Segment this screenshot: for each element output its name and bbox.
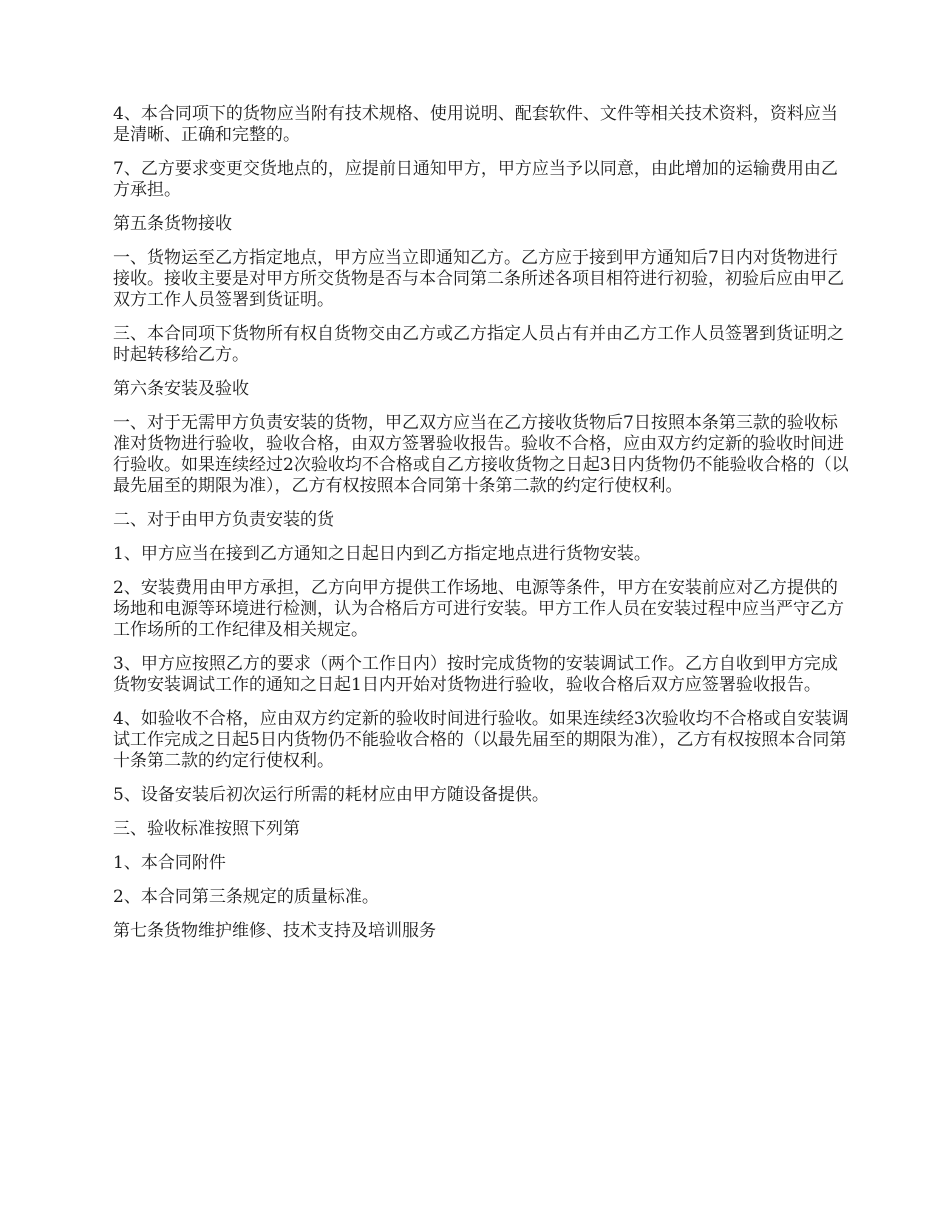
article-5-item-1: 一、货物运至乙方指定地点，甲方应当立即通知乙方。乙方应于接到甲方通知后7日内对货物进行接收。接收主要是对甲方所交货物是否与本合同第二条所述各项目相符进行初验，初验后应由甲乙双方工作人员签署到货证明。 [113,248,844,310]
article-6-item-3-sub-2: 2、本合同第三条规定的质量标准。 [113,887,379,907]
clause-4-technical-documents: 4、本合同项下的货物应当附有技术规格、使用说明、配套软件、文件等相关技术资料，资料应当是清晰、正确和完整的。 [113,104,838,145]
article-6-item-1: 一、对于无需甲方负责安装的货物，甲乙双方应当在乙方接收货物后7日按照本条第三款的验收标准对货物进行验收，验收合格，由双方签署验收报告。验收不合格，应由双方约定新的验收时间进行验收。如果连续经过2次验收均不合格或自乙方接收货物之日起3日内货物仍不能验收合格的（以最先届至的期限为准），乙方有权按照本合同第十条第二款的约定行使权利。 [113,413,849,496]
article-6-item-3-sub-1: 1、本合同附件 [113,853,226,873]
article-6-heading: 第六条安装及验收 [113,379,249,399]
article-6-item-2: 二、对于由甲方负责安装的货 [113,510,334,530]
article-6-item-2-sub-3: 3、甲方应按照乙方的要求（两个工作日内）按时完成货物的安装调试工作。乙方自收到甲方完成货物安装调试工作的通知之日起1日内开始对货物进行验收，验收合格后双方应签署验收报告。 [113,654,838,695]
article-6-item-2-sub-4: 4、如验收不合格，应由双方约定新的验收时间进行验收。如果连续经3次验收均不合格或自安装调试工作完成之日起5日内货物仍不能验收合格的（以最先届至的期限为准），乙方有权按照本合同第十条第二款的约定行使权利。 [113,709,849,771]
article-6-item-2-sub-1: 1、甲方应当在接到乙方通知之日起日内到乙方指定地点进行货物安装。 [113,544,651,564]
article-6-item-2-sub-5: 5、设备安装后初次运行所需的耗材应由甲方随设备提供。 [113,785,549,805]
article-6-item-2-sub-2: 2、安装费用由甲方承担，乙方向甲方提供工作场地、电源等条件，甲方在安装前应对乙方提供的场地和电源等环境进行检测，认为合格后方可进行安装。甲方工作人员在安装过程中应当严守乙方工作场所的工作纪律及相关规定。 [113,578,844,640]
document-page [113,104,853,955]
clause-7-delivery-location-change: 7、乙方要求变更交货地点的，应提前日通知甲方，甲方应当予以同意，由此增加的运输费用由乙方承担。 [113,159,838,200]
article-7-heading: 第七条货物维护维修、技术支持及培训服务 [113,921,436,941]
article-6-item-3: 三、验收标准按照下列第 [113,819,300,839]
article-5-item-3: 三、本合同项下货物所有权自货物交由乙方或乙方指定人员占有并由乙方工作人员签署到货证明之时起转移给乙方。 [113,324,844,365]
article-5-heading: 第五条货物接收 [113,214,232,234]
